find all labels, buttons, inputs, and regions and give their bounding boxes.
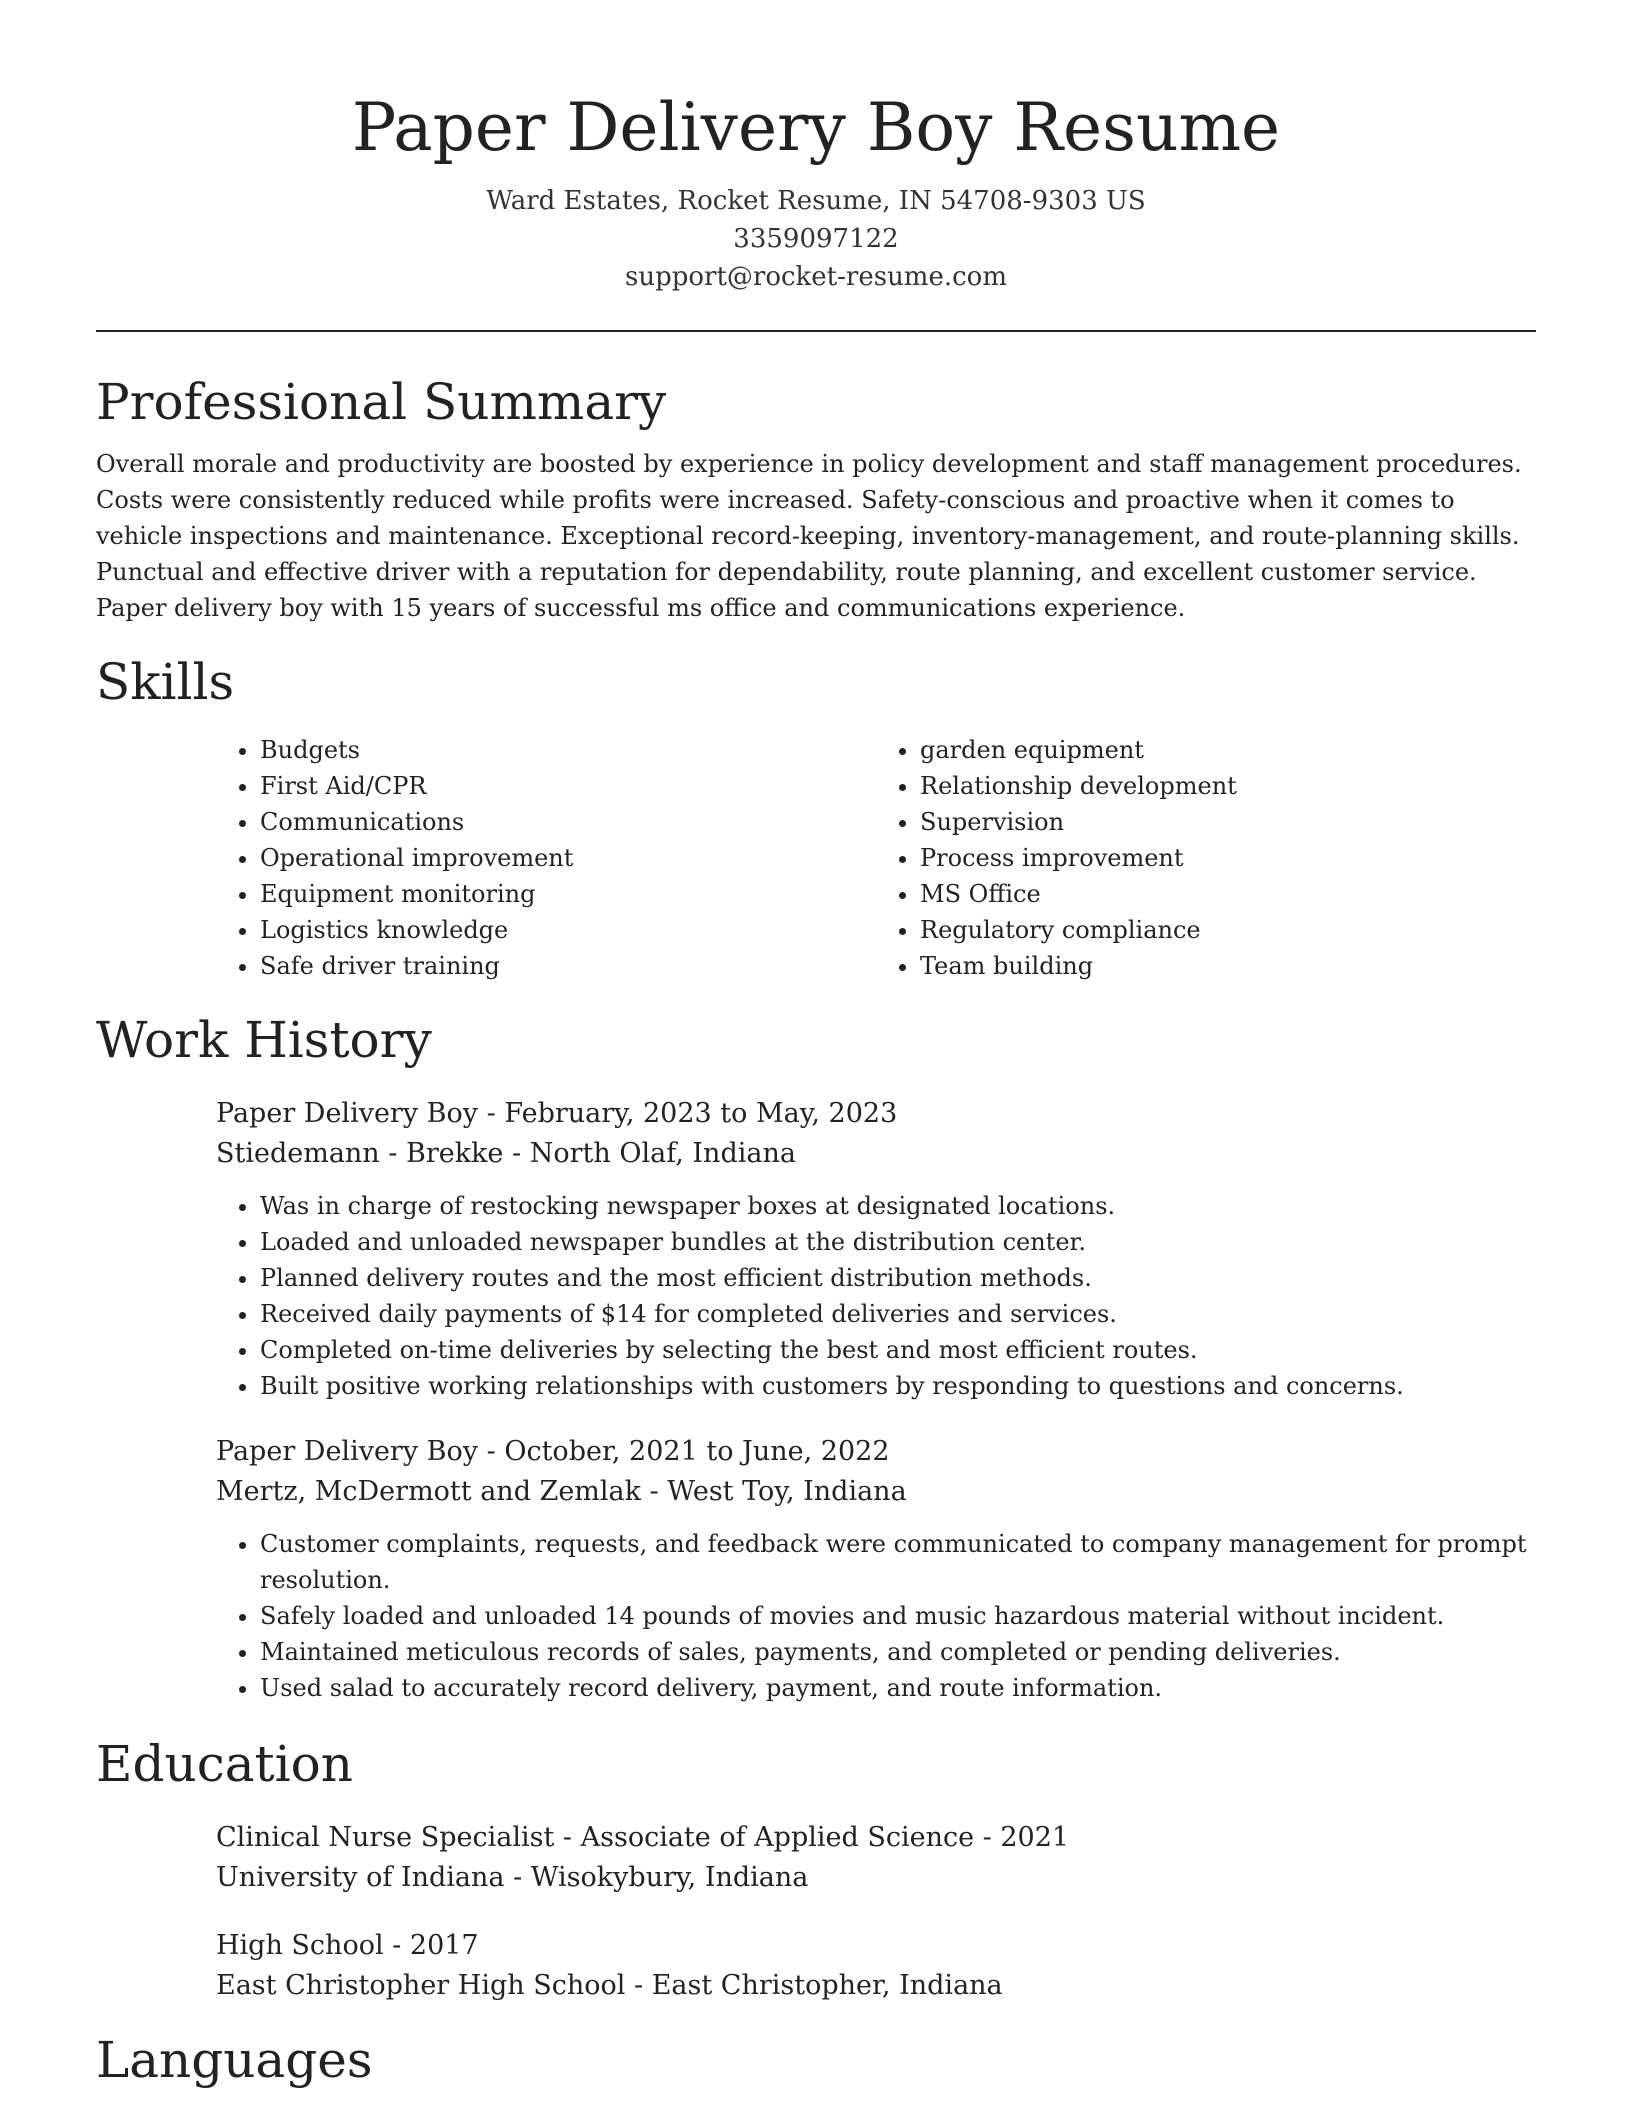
education-location: East Christopher, Indiana (651, 1970, 1003, 2001)
job-bullet: • Received daily payments of $14 for completed deliveries and services. (260, 1296, 1536, 1332)
job-heading: Paper Delivery Boy - February, 2023 to May, 2023 (216, 1098, 898, 1129)
job-entry (216, 1094, 1536, 1404)
job-employer: Stiedemann - Brekke - North Olaf, Indiana (216, 1138, 796, 1169)
job-bullet: • Customer complaints, requests, and feedback were communicated to company management for prompt resolution. (260, 1526, 1536, 1598)
education-year: 2021 (1000, 1822, 1070, 1853)
job-company: Mertz, McDermott and Zemlak (216, 1476, 641, 1507)
skill-item: • Process improvement (920, 840, 1536, 876)
job-dates: October, 2021 to June, 2022 (504, 1436, 890, 1467)
job-position: Paper Delivery Boy (216, 1436, 479, 1467)
skills-grid (216, 732, 1536, 984)
job-bullet: • Used salad to accurately record delivery, payment, and route information. (260, 1670, 1536, 1706)
resume-title: Paper Delivery Boy Resume (351, 89, 1281, 166)
job-employer: Mertz, McDermott and Zemlak - West Toy, Indiana (216, 1476, 907, 1507)
skill-item: • garden equipment (920, 732, 1536, 768)
skill-item: • Safe driver training (260, 948, 876, 984)
section-title-languages: Languages (96, 2031, 373, 2089)
job-bullet: • Completed on-time deliveries by selecting the best and most efficient routes. (260, 1332, 1536, 1368)
resume-header (96, 0, 1536, 296)
skill-item: • Operational improvement (260, 840, 876, 876)
section-education (96, 1734, 1536, 2006)
education-degree: High School (216, 1930, 384, 1961)
section-title-work: Work History (96, 1011, 432, 1069)
education-degree-line: High School - 2017 (216, 1930, 479, 1961)
skill-item: • MS Office (920, 876, 1536, 912)
job-bullet: • Planned delivery routes and the most efficient distribution methods. (260, 1260, 1536, 1296)
section-work-history (96, 1010, 1536, 1706)
education-entry (216, 1818, 1536, 1898)
skill-item: • Equipment monitoring (260, 876, 876, 912)
header-divider (96, 330, 1536, 332)
skill-item: • Relationship development (920, 768, 1536, 804)
job-bullet: • Built positive working relationships with customers by responding to questions and concerns. (260, 1368, 1536, 1404)
section-title-summary: Professional Summary (96, 373, 667, 431)
job-bullet: • Safely loaded and unloaded 14 pounds of movies and music hazardous material without incident. (260, 1598, 1536, 1634)
skill-item: • Supervision (920, 804, 1536, 840)
section-skills (96, 652, 1536, 984)
contact-info (96, 182, 1536, 296)
skill-item: • First Aid/CPR (260, 768, 876, 804)
education-school-line: East Christopher High School - East Christopher, Indiana (216, 1970, 1003, 2001)
education-school-line: University of Indiana - Wisokybury, Indiana (216, 1862, 809, 1893)
education-degree: Clinical Nurse Specialist - Associate of Applied Science (216, 1822, 975, 1853)
skill-item: • Regulatory compliance (920, 912, 1536, 948)
phone: 3359097122 (733, 224, 899, 254)
job-bullet: • Maintained meticulous records of sales, payments, and completed or pending deliveries. (260, 1634, 1536, 1670)
job-location: West Toy, Indiana (667, 1476, 907, 1507)
job-bullet: • Loaded and unloaded newspaper bundles at the distribution center. (260, 1224, 1536, 1260)
skill-item: • Team building (920, 948, 1536, 984)
skill-item: • Communications (260, 804, 876, 840)
education-location: Wisokybury, Indiana (530, 1862, 809, 1893)
skills-column-right (876, 732, 1536, 984)
job-bullets (216, 1188, 1536, 1404)
skills-column-left (216, 732, 876, 984)
email: support@rocket-resume.com (624, 262, 1007, 292)
job-bullets (216, 1526, 1536, 1706)
education-year: 2017 (409, 1930, 479, 1961)
job-bullet: • Was in charge of restocking newspaper boxes at designated locations. (260, 1188, 1536, 1224)
job-heading: Paper Delivery Boy - October, 2021 to June, 2022 (216, 1436, 890, 1467)
section-languages (96, 2030, 1536, 2090)
address: Ward Estates, Rocket Resume, IN 54708-9303 US (486, 186, 1146, 216)
skill-item: • Logistics knowledge (260, 912, 876, 948)
section-title-education: Education (96, 1735, 353, 1793)
skill-item: • Budgets (260, 732, 876, 768)
education-school: University of Indiana (216, 1862, 505, 1893)
job-entry (216, 1432, 1536, 1706)
job-location: North Olaf, Indiana (529, 1138, 796, 1169)
job-dates: February, 2023 to May, 2023 (504, 1098, 898, 1129)
section-summary (96, 372, 1536, 626)
education-school: East Christopher High School (216, 1970, 626, 2001)
job-position: Paper Delivery Boy (216, 1098, 479, 1129)
summary-text: Overall morale and productivity are boosted by experience in policy development and staff management procedures. Costs were consistently reduced while profits were increased. Safety-conscious and proactive when it comes to vehicle inspections and maintenance. Exceptional record-keeping, inventory-management, and route-planning skills. Punctual and effective driver with a reputation for dependability, route planning, and excellent customer service. Paper delivery boy with 15 years of successful ms office and communications experience. (96, 450, 1522, 622)
section-title-skills: Skills (96, 653, 235, 711)
education-entry (216, 1926, 1536, 2006)
job-company: Stiedemann - Brekke (216, 1138, 504, 1169)
education-degree-line: Clinical Nurse Specialist - Associate of Applied Science - 2021 (216, 1822, 1070, 1853)
